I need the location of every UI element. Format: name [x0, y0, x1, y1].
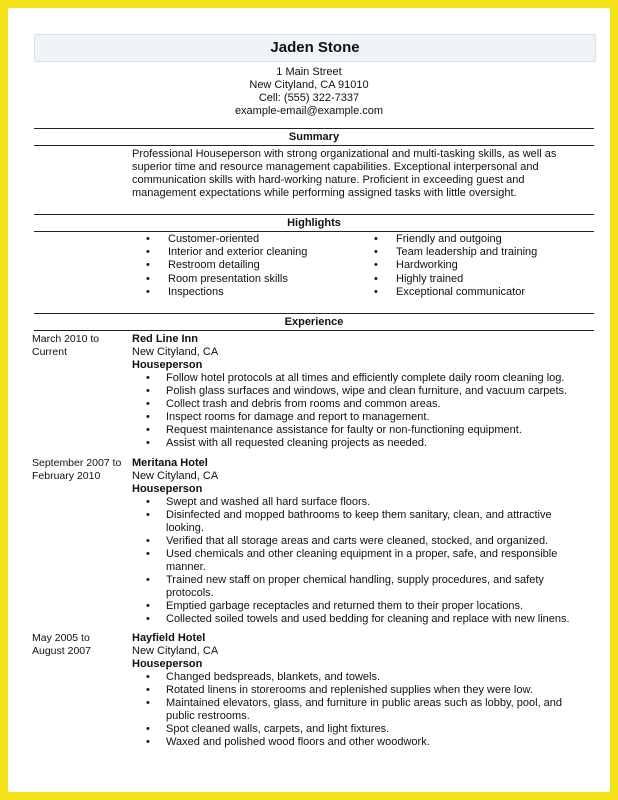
duty-item: • Used chemicals and other cleaning equipment in a proper, safe, and responsible manner. — [146, 548, 586, 574]
highlight-item: • Hardworking — [374, 259, 537, 272]
job-dates-end: February 2010 — [32, 470, 101, 482]
job-duties — [146, 671, 586, 749]
resume-page — [8, 8, 610, 792]
contact-email: example-email@example.com — [234, 105, 384, 117]
highlights-heading: Highlights — [34, 214, 594, 232]
highlight-item: • Interior and exterior cleaning — [146, 246, 307, 259]
highlight-item: • Team leadership and training — [374, 246, 537, 259]
duty-item: • Inspect rooms for damage and report to management. — [146, 411, 586, 424]
highlight-item: • Room presentation skills — [146, 273, 307, 286]
duty-item: • Verified that all storage areas and carts were cleaned, stocked, and organized. — [146, 535, 586, 548]
job-title: Houseperson — [132, 359, 203, 371]
duty-item: • Trained new staff on proper chemical handling, supply procedures, and safety protocols. — [146, 574, 586, 600]
duty-item: • Waxed and polished wood floors and other woodwork. — [146, 736, 586, 749]
job-duties — [146, 496, 586, 626]
job-company: Meritana Hotel — [132, 457, 208, 469]
job-dates-start: September 2007 to — [32, 457, 122, 469]
highlight-item: • Customer-oriented — [146, 233, 307, 246]
duty-item: • Collect trash and debris from rooms and common areas. — [146, 398, 586, 411]
duty-item: • Swept and washed all hard surface floors. — [146, 496, 586, 509]
job-title: Houseperson — [132, 483, 203, 495]
highlight-item: • Highly trained — [374, 273, 537, 286]
job-dates-start: March 2010 to — [32, 333, 100, 345]
summary-line: communication skills with hard-working nature. Proficient in exceeding guest and — [132, 174, 525, 186]
job-company: Red Line Inn — [132, 333, 198, 345]
job-location: New Cityland, CA — [132, 645, 219, 657]
duty-item: • Spot cleaned walls, carpets, and light fixtures. — [146, 723, 586, 736]
job-location: New Cityland, CA — [132, 470, 219, 482]
duty-item: • Follow hotel protocols at all times and efficiently complete daily room cleaning log. — [146, 372, 586, 385]
summary-text — [132, 148, 572, 200]
experience-heading: Experience — [34, 313, 594, 331]
highlights-left-list — [146, 233, 307, 299]
job-location: New Cityland, CA — [132, 346, 219, 358]
summary-line: superior time and resource management capabilities. Exceptional interpersonal and — [132, 161, 539, 173]
highlight-item: • Inspections — [146, 286, 307, 299]
job-dates — [32, 457, 132, 483]
duty-item: • Collected soiled towels and used bedding for cleaning and replace with new linens. — [146, 613, 586, 626]
summary-line: Professional Houseperson with strong organizational and multi-tasking skills, as well as — [132, 148, 557, 160]
job-dates-start: May 2005 to — [32, 632, 90, 644]
summary-line: management expectations while performing assigned tasks with little oversight. — [132, 187, 517, 199]
highlight-item: • Friendly and outgoing — [374, 233, 537, 246]
highlight-item: • Restroom detailing — [146, 259, 307, 272]
summary-heading: Summary — [34, 128, 594, 146]
duty-item: • Maintained elevators, glass, and furniture in public areas such as lobby, pool, and public restrooms. — [146, 697, 586, 723]
job-dates — [32, 632, 132, 658]
highlights-right-list — [374, 233, 537, 299]
duty-item: • Assist with all requested cleaning projects as needed. — [146, 437, 586, 450]
duty-item: • Changed bedspreads, blankets, and towels. — [146, 671, 586, 684]
duty-item: • Disinfected and mopped bathrooms to keep them sanitary, clean, and attractive looking. — [146, 509, 586, 535]
contact-city: New Cityland, CA 91010 — [249, 79, 369, 91]
resume-name: Jaden Stone — [34, 34, 596, 62]
contact-phone: Cell: (555) 322-7337 — [258, 92, 360, 104]
duty-item: • Request maintenance assistance for faulty or non-functioning equipment. — [146, 424, 586, 437]
contact-block — [8, 66, 610, 118]
duty-item: • Emptied garbage receptacles and returned them to their proper locations. — [146, 600, 586, 613]
job-dates — [32, 333, 132, 359]
duty-item: • Rotated linens in storerooms and replenished supplies when they were low. — [146, 684, 586, 697]
job-dates-end: Current — [32, 346, 68, 358]
contact-street: 1 Main Street — [276, 66, 342, 78]
job-title: Houseperson — [132, 658, 203, 670]
job-company: Hayfield Hotel — [132, 632, 206, 644]
job-duties — [146, 372, 586, 450]
job-dates-end: August 2007 — [32, 645, 91, 657]
highlight-item: • Exceptional communicator — [374, 286, 537, 299]
duty-item: • Polish glass surfaces and windows, wipe and clean furniture, and vacuum carpets. — [146, 385, 586, 398]
